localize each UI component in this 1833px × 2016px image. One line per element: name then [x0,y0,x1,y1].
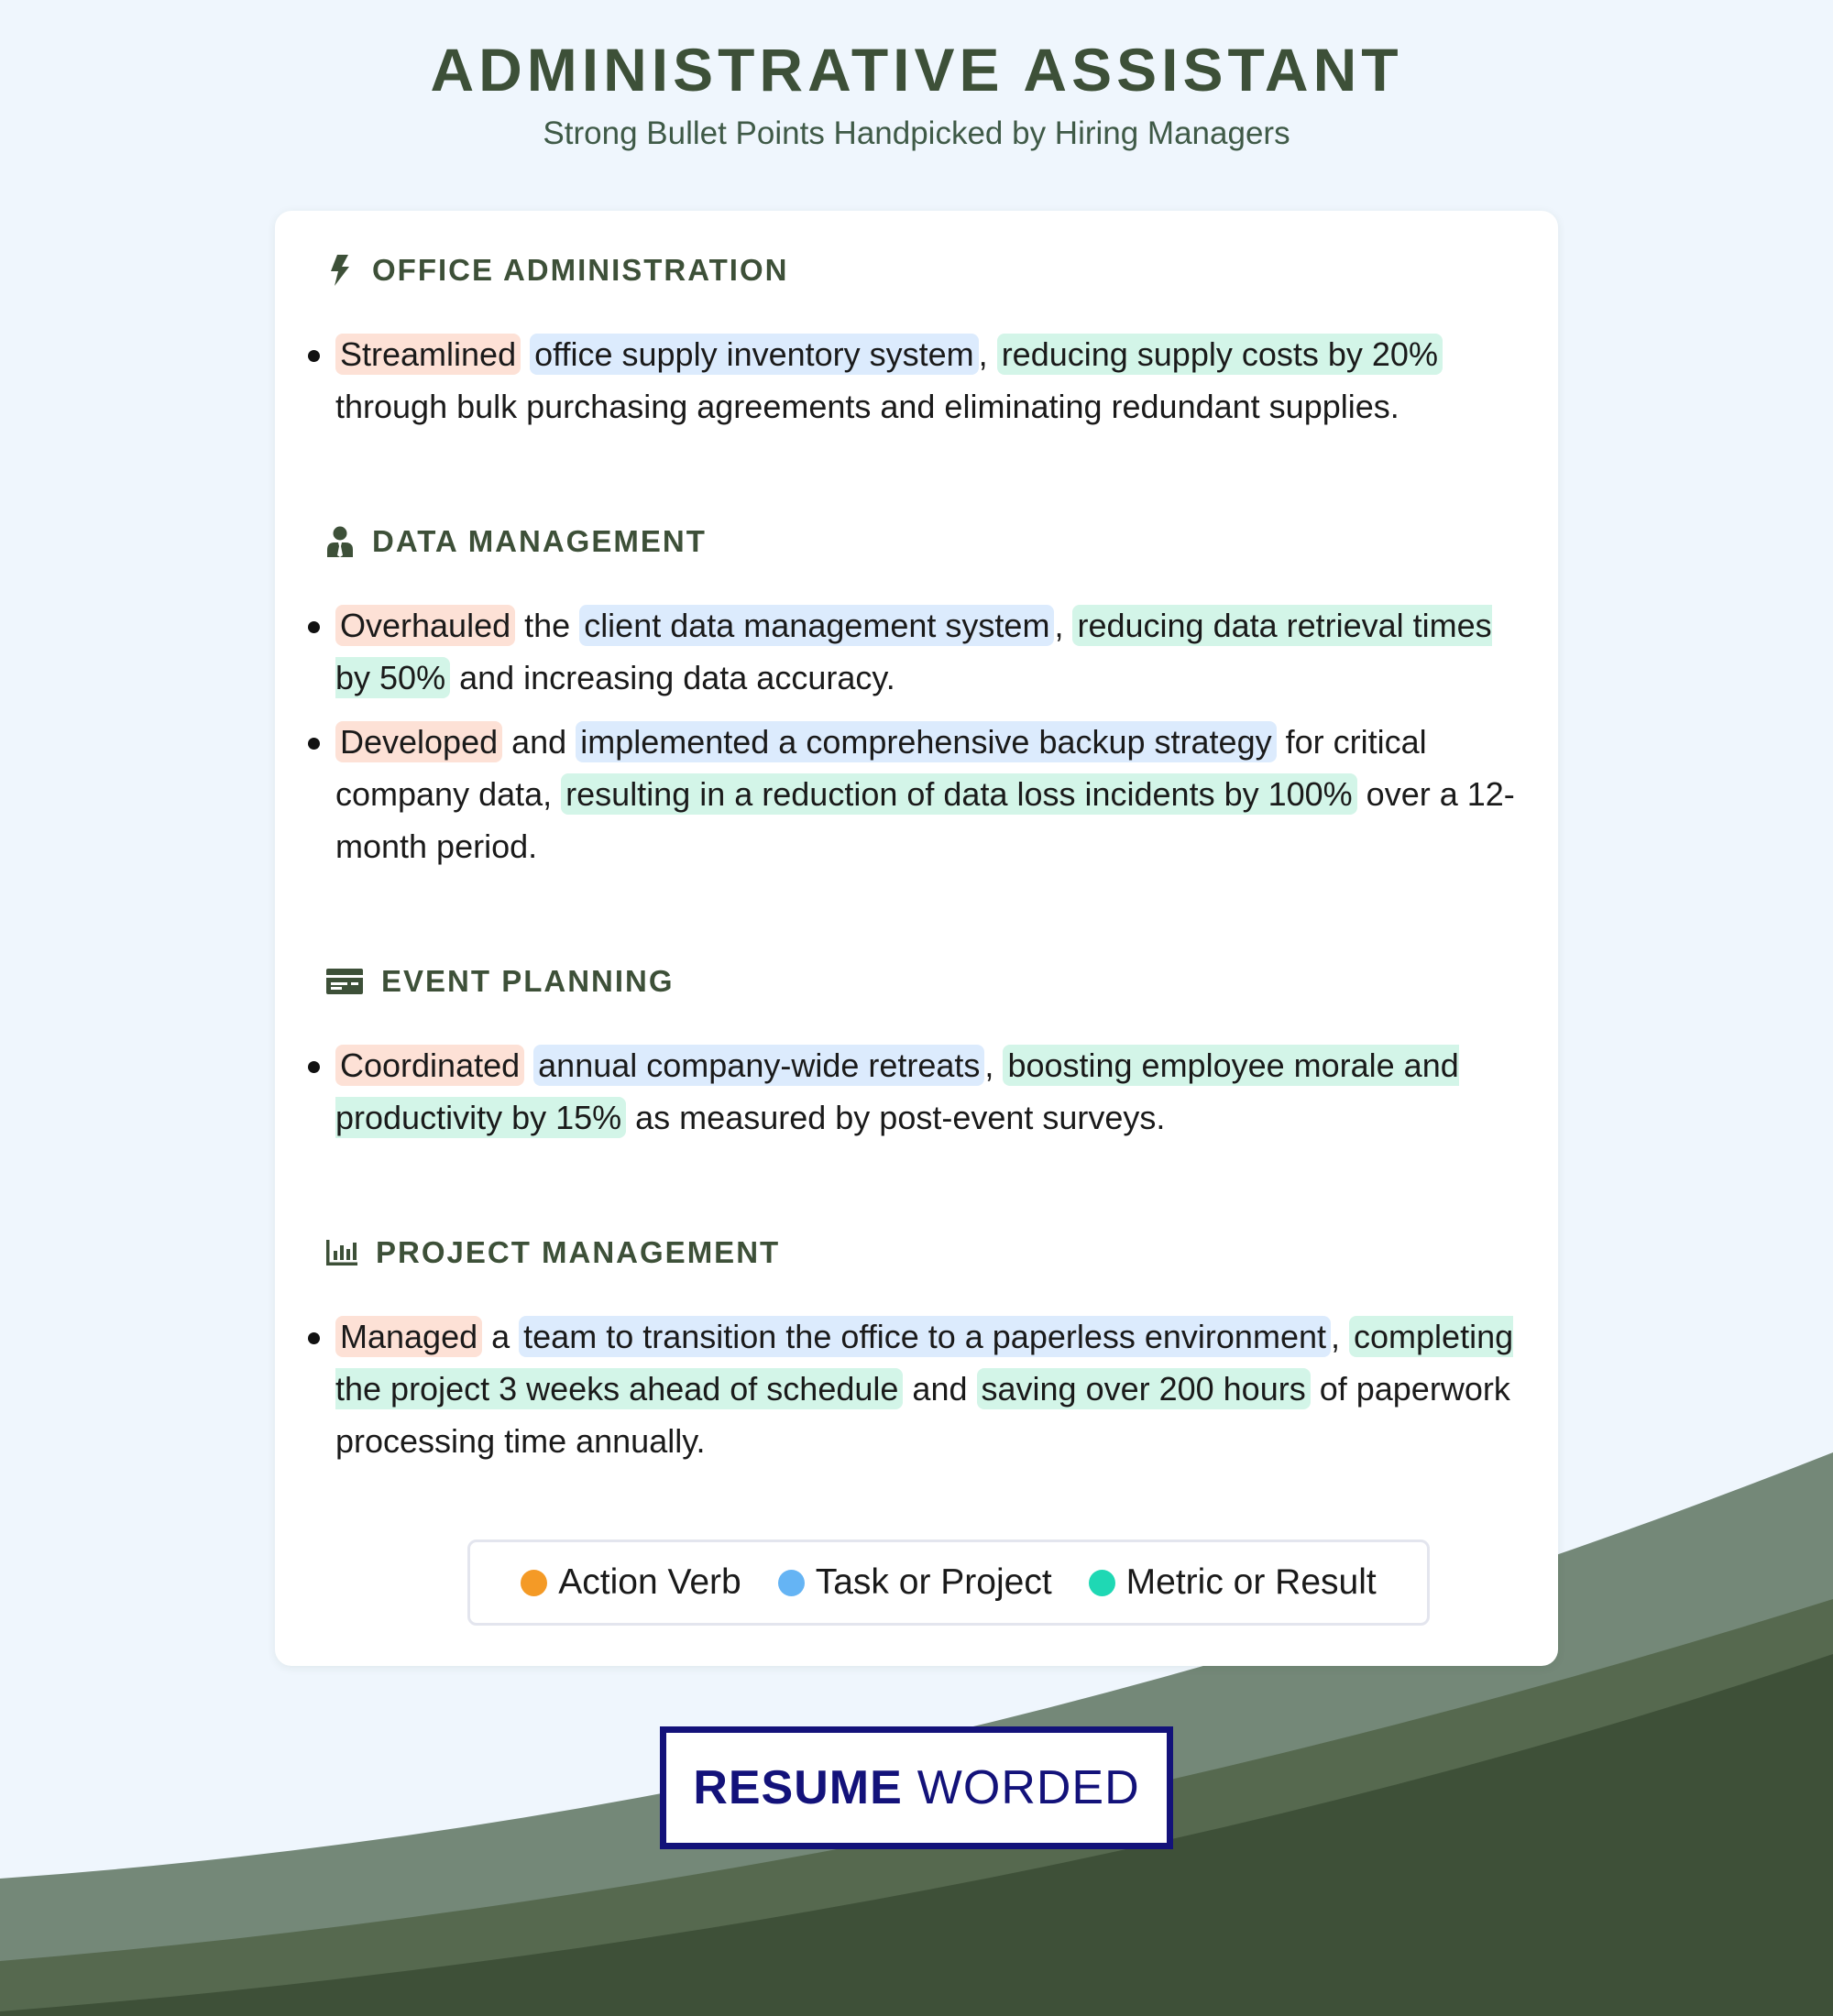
bullet-text: , [984,1046,1004,1084]
section-header [326,247,1558,293]
legend-label: Action Verb [558,1562,741,1602]
section-header [326,1230,1558,1276]
section-office-administration [275,247,1558,444]
bar-chart-icon [326,1235,357,1270]
section-title: OFFICE ADMINISTRATION [372,253,789,287]
lightning-icon [326,253,354,288]
bullet-text: over a 12-month period. [335,775,1515,865]
page-title: ADMINISTRATIVE ASSISTANT [430,36,1403,104]
highlight-task: office supply inventory system [530,334,979,375]
page-subtitle: Strong Bullet Points Handpicked by Hiring Managers [543,115,1290,151]
highlight-task: team to transition the office to a paperless environment [519,1316,1331,1357]
bullet-point [335,1039,1527,1144]
legend-dot [778,1570,805,1596]
highlight-metric: resulting in a reduction of data loss incidents by 100% [561,773,1357,815]
bullet-text: the [515,607,580,644]
highlight-action: Overhauled [335,605,515,646]
bullet-list [275,599,1558,872]
legend-label: Metric or Result [1125,1562,1377,1602]
highlight-metric: saving over 200 hours [977,1368,1311,1409]
section-header [326,959,1558,1004]
bullet-text: and [903,1370,977,1408]
bullet-points-card [275,211,1558,1666]
highlight-task: annual company-wide retreats [533,1045,984,1086]
legend-dot [1089,1570,1115,1596]
highlight-metric: boosting employee morale and productivity by 15% [335,1046,1459,1136]
bullet-list [275,328,1558,433]
legend-item-action-verb [521,1562,741,1603]
bullet-list [275,1039,1558,1144]
bullet-text: and [502,723,576,761]
bullet-text [521,335,530,373]
legend-dot [521,1570,547,1596]
section-title: EVENT PLANNING [381,964,675,998]
legend-item-metric-or-result [1089,1562,1377,1603]
section-data-management [275,519,1558,884]
logo-text-light: WORDED [916,1761,1140,1814]
highlight-metric: completing the project 3 weeks ahead of schedule [335,1318,1514,1408]
bullet-text: and increasing data accuracy. [450,659,895,696]
highlight-metric: reducing supply costs by 20% [997,334,1443,375]
highlight-metric: reducing data retrieval times by 50% [335,607,1492,696]
bullet-point [335,599,1527,704]
bullet-text: of paperwork processing time annually. [335,1370,1510,1460]
legend-label: Task or Project [815,1562,1052,1602]
highlight-action: Developed [335,721,502,762]
section-title: PROJECT MANAGEMENT [376,1235,781,1269]
bullet-text: a [482,1318,520,1355]
bullet-text: through bulk purchasing agreements and eliminating redundant supplies. [335,388,1399,425]
highlight-legend [467,1539,1430,1626]
user-tie-icon [326,524,354,559]
bullet-text: , [1331,1318,1350,1355]
bullet-text: as measured by post-event surveys. [626,1099,1166,1136]
page-header [0,27,1833,152]
highlight-task: implemented a comprehensive backup strategy [576,721,1276,762]
highlight-action: Coordinated [335,1045,524,1086]
bullet-text: for critical company data, [335,723,1427,813]
highlight-action: Managed [335,1316,482,1357]
section-header [326,519,1558,564]
logo-text-strong: RESUME [693,1761,903,1814]
section-title: DATA MANAGEMENT [372,524,707,558]
bullet-point [335,328,1527,433]
section-project-management [275,1230,1558,1479]
bullet-point [335,716,1527,872]
legend-item-task-or-project [778,1562,1052,1603]
highlight-task: client data management system [579,605,1054,646]
bullet-text [524,1046,533,1084]
bullet-text: , [1054,607,1073,644]
highlight-action: Streamlined [335,334,521,375]
bullet-list [275,1310,1558,1467]
bullet-text: , [978,335,997,373]
section-event-planning [275,959,1558,1156]
ticket-icon [326,964,363,999]
bullet-point [335,1310,1527,1467]
resume-worded-logo[interactable] [660,1726,1173,1849]
